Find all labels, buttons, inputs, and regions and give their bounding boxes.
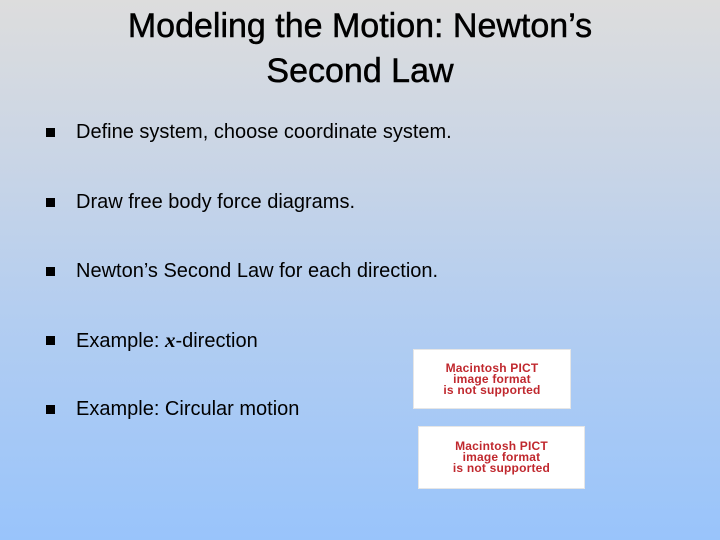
bullet-text-prefix: Example: [76, 329, 165, 352]
slide-title-line-1: Modeling the Motion: Newton’s [127, 7, 593, 45]
bullet-item-example-circular [46, 394, 299, 424]
placeholder-line-3: is not supported [443, 382, 541, 397]
bullet-item-define-system [46, 117, 452, 147]
placeholder-line-2: image format [453, 371, 531, 386]
bullet-text: Newton’s Second Law for each direction. [76, 260, 439, 282]
placeholder-line-3: is not supported [452, 461, 551, 475]
slide-title [0, 4, 720, 94]
unsupported-image-placeholder-2 [418, 426, 585, 489]
unsupported-image-placeholder-1 [413, 349, 571, 409]
bullet-text [76, 325, 258, 356]
bullet-text: Example: Circular motion [76, 398, 300, 420]
placeholder-line-1: Macintosh PICT [445, 360, 539, 375]
bullet-text: Draw free body force diagrams. [76, 191, 356, 213]
bullet-text: Define system, choose coordinate system. [76, 121, 452, 143]
bullet-square-icon [46, 267, 55, 276]
variable-x: x [164, 327, 176, 352]
bullet-text-suffix: -direction [175, 329, 258, 352]
bullet-square-icon [46, 198, 55, 207]
bullet-square-icon [46, 128, 55, 137]
placeholder-line-2: image format [462, 450, 541, 464]
slide-title-line-2: Second Law [266, 52, 454, 90]
bullet-item-example-x [46, 325, 258, 355]
bullet-square-icon [46, 336, 55, 345]
bullet-item-second-law [46, 256, 438, 286]
bullet-square-icon [46, 405, 55, 414]
placeholder-line-1: Macintosh PICT [455, 439, 548, 453]
bullet-item-free-body [46, 187, 355, 217]
